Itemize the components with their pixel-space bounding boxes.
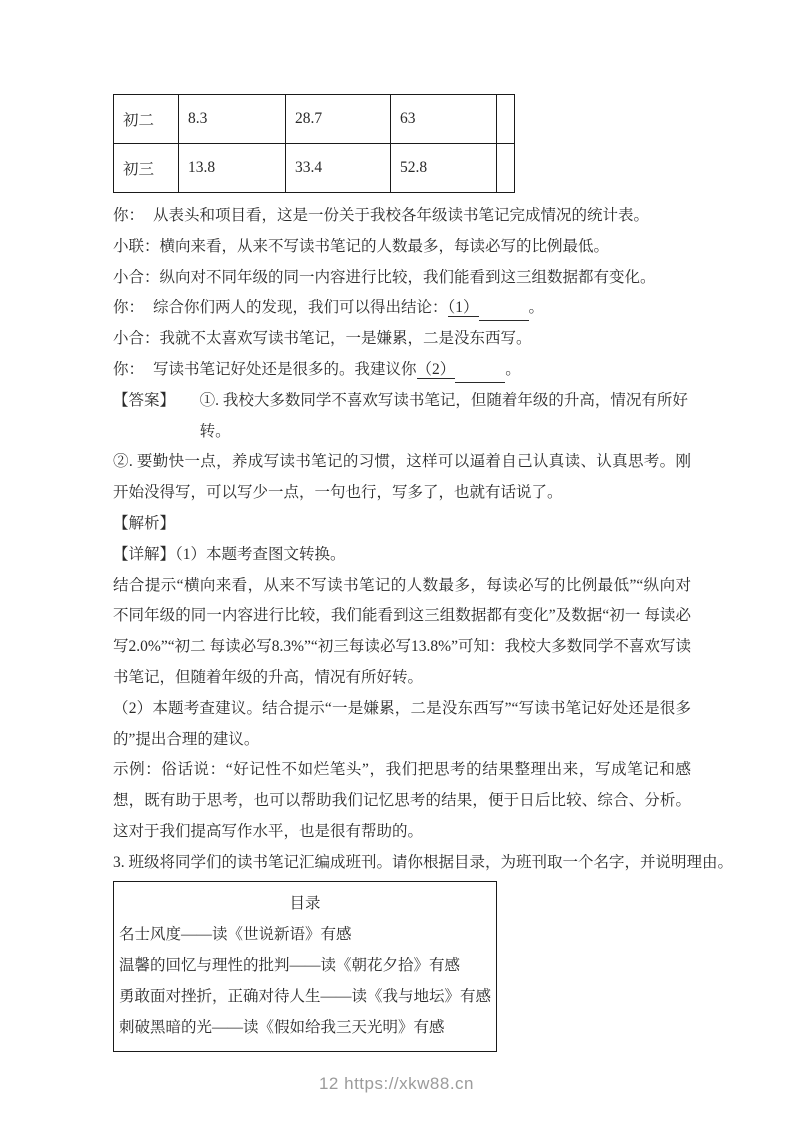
dialogue-line [113,355,691,386]
toc-entry: 刺破黑暗的光——读《假如给我三天光明》有感 [119,1018,445,1036]
table-cell: 28.7 [286,95,391,144]
speaker-label: 小合： [113,330,160,348]
dialogue-section [113,201,691,386]
answer-label: 【答案】 [113,391,176,409]
table-cell: 33.4 [286,144,391,193]
dialogue-line [113,201,691,232]
speaker-label: 你： [113,360,145,378]
dialogue-line [113,232,691,263]
answer-line [113,386,691,448]
dialogue-text: 横向来看，从来不写读书笔记的人数最多，每读必写的比例最低。 [159,237,610,255]
toc-entry: 温馨的回忆与理性的批判——读《朝花夕拾》有感 [119,956,461,974]
detail-label: 【详解】 [113,545,176,563]
stats-table [113,94,515,193]
detail-intro-line [113,540,691,571]
dialogue-text: 纵向对不同年级的同一内容进行比较，我们能看到这三组数据都有变化。 [159,268,656,286]
speaker-label: 小联： [113,237,160,255]
answer-item-2: ②. 要勤快一点，养成写读书笔记的习惯，这样可以逼着自己认真读、认真思考。刚开始没得写，可以写少一点，一句也行，写多了，也就有话说了。 [113,453,691,502]
detail-intro: （1）本题考查图文转换。 [175,545,346,563]
footer-url: https://xkw88.cn [344,1074,475,1093]
blank-line [455,367,505,383]
dialogue-text-tail: 。 [528,299,545,317]
dialogue-line [113,324,691,355]
detail-paragraph-1: 结合提示“横向来看，从来不写读书笔记的人数最多，每读必写的比例最低”“纵向对不同年级的同一内容进行比较，我们能看到这三组数据都有变化”及数据“初一 每读必写2.0%”“初二 每读必写8.3%”“初三每读必写13.8%”可知：我校大多数同学不喜欢写读书笔记，但随着年级的升高，情况有所好转。 [113,576,691,686]
dialogue-text-pre: 综合你们两人的发现，我们可以得出结论： [153,299,448,317]
detail-paragraph-2: （2）本题考查建议。结合提示“一是嫌累，二是没东西写”“写读书笔记好处还是很多的”提出合理的建议。 [113,699,691,748]
table-cell [497,144,515,193]
blank-line [479,305,529,321]
toc-entry: 名士风度——读《世说新语》有感 [119,925,352,943]
table-cell: 13.8 [179,144,286,193]
toc-title: 目录 [289,894,321,912]
table-row [114,144,515,193]
table-cell: 初二 [114,95,179,144]
table-cell: 63 [391,95,497,144]
speaker-label: 你： [113,207,145,224]
table-cell: 8.3 [179,95,286,144]
dialogue-text-tail: 。 [505,360,521,378]
page-content [113,94,734,1052]
speaker-label: 你： [113,299,145,317]
toc-box [113,881,497,1052]
table-cell: 52.8 [391,144,497,193]
dialogue-line [113,293,691,324]
blank-answer-2: （2） [416,360,456,378]
blank-answer-1: （1） [447,299,479,317]
dialogue-text: 从表头和项目看，这是一份关于我校各年级读书笔记完成情况的统计表。 [153,207,650,224]
detail-paragraph-3: 示例：俗话说：“好记性不如烂笔头”，我们把思考的结果整理出来，写成笔记和感想，既有助于思考，也可以帮助我们记忆思考的结果，便于日后比较、综合、分析。这对于我们提高写作水平，也是很有帮助的。 [113,761,691,840]
table-row [114,95,515,144]
analysis-label: 【解析】 [113,514,176,532]
page-number: 12 [318,1074,339,1093]
dialogue-text [153,293,691,324]
speaker-label: 小合： [113,268,160,286]
toc-entry: 勇敢面对挫折，正确对待人生——读《我与地坛》有感 [119,987,492,1005]
footer [0,1074,793,1094]
table-cell: 初三 [114,144,179,193]
dialogue-text-pre: 写读书笔记好处还是很多的。我建议你 [153,360,417,378]
dialogue-text [153,355,691,386]
dialogue-line [113,263,691,294]
table-cell [497,95,515,144]
answer-item-1: ①. 我校大多数同学不喜欢写读书笔记，但随着年级的升高，情况有所好转。 [199,391,688,440]
dialogue-text: 我就不太喜欢写读书笔记，一是嫌累，二是没东西写。 [159,330,532,348]
question-3: 3. 班级将同学们的读书笔记汇编成班刊。请你根据目录，为班刊取一个名字，并说明理由。 [113,853,734,871]
